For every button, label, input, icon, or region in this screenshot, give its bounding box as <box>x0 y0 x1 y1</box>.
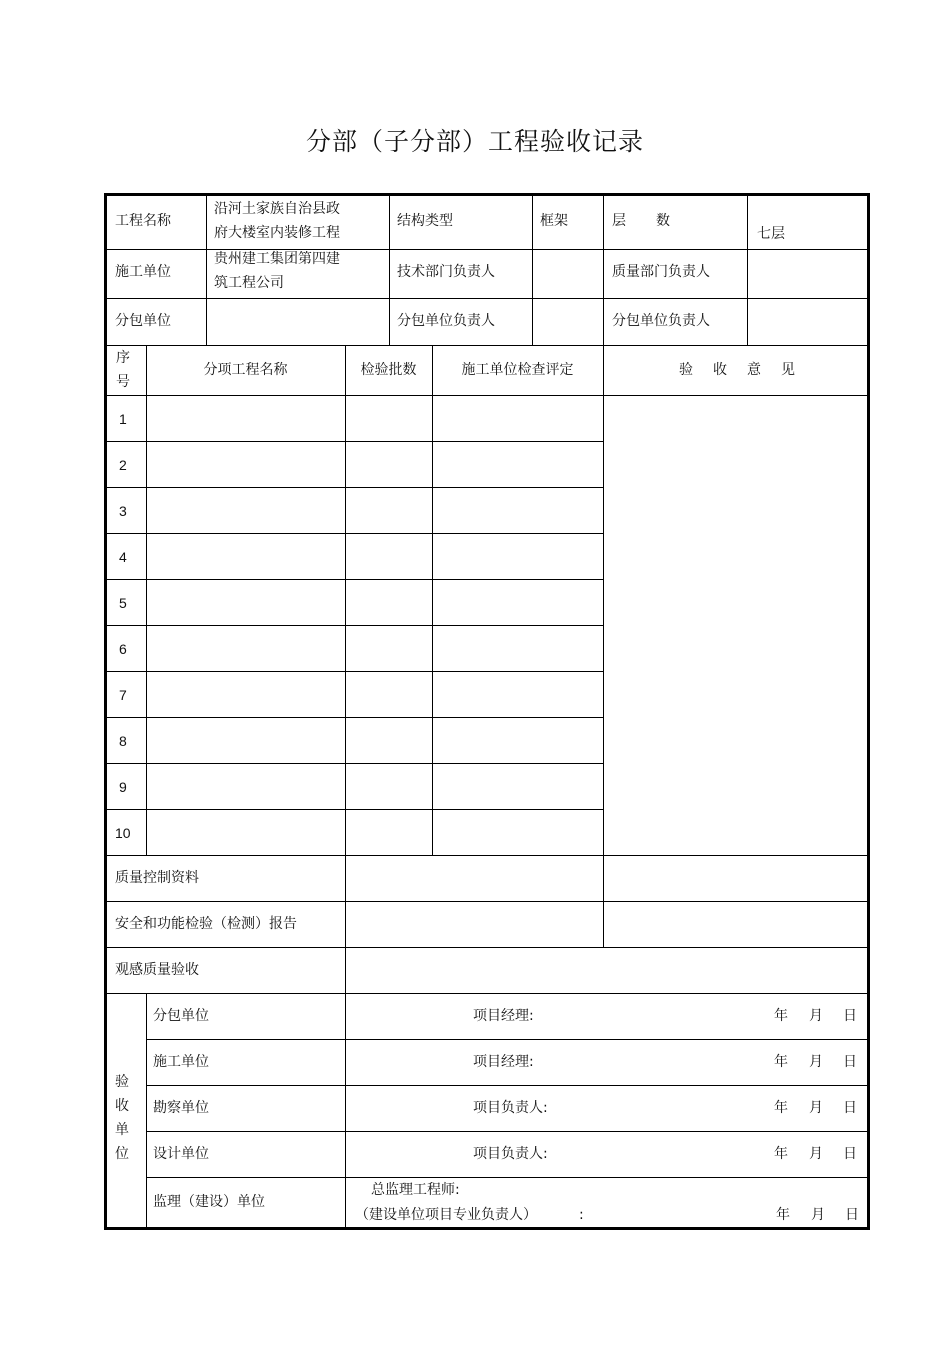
date-month: 月 <box>809 1008 823 1024</box>
subcontract-head-label: 分包单位负责人 <box>612 313 710 329</box>
construction-unit-label: 施工单位 <box>115 264 171 280</box>
safety-report-label: 安全和功能检验（检测）报告 <box>115 916 297 932</box>
row-number: 9 <box>119 779 127 795</box>
grid-line <box>603 196 604 345</box>
grid-line <box>107 345 867 346</box>
row-number: 7 <box>119 687 127 703</box>
opinion-char: 见 <box>781 362 795 378</box>
structure-type-label: 结构类型 <box>397 213 453 229</box>
grid-line <box>107 901 867 902</box>
date-year: 年 <box>774 1008 788 1024</box>
opinion-char: 意 <box>747 362 761 378</box>
grid-line <box>107 487 603 488</box>
project-name-label: 工程名称 <box>115 213 171 229</box>
acceptance-unit-side-label: 位 <box>115 1146 129 1162</box>
date-year: 年 <box>776 1207 790 1223</box>
acceptance-unit-name: 施工单位 <box>153 1054 209 1070</box>
grid-line <box>107 395 867 396</box>
quality-docs-label: 质量控制资料 <box>115 870 199 886</box>
floors-label-a: 层 <box>612 213 626 229</box>
chief-supervisor-label: 总监理工程师: <box>371 1182 460 1198</box>
subcontract-unit-label: 分包单位 <box>115 313 171 329</box>
grid-line <box>345 345 346 855</box>
date-month: 月 <box>809 1100 823 1116</box>
subcontract-head-label: 分包单位负责人 <box>397 313 495 329</box>
quality-head-label: 质量部门负责人 <box>612 264 710 280</box>
grid-line <box>107 441 603 442</box>
grid-line <box>107 298 867 299</box>
grid-line <box>107 533 603 534</box>
grid-line <box>107 855 867 856</box>
grid-line <box>747 196 748 345</box>
row-number: 8 <box>119 733 127 749</box>
tech-head-label: 技术部门负责人 <box>397 264 495 280</box>
grid-line <box>107 625 603 626</box>
grid-line <box>107 763 603 764</box>
colon: : <box>579 1207 584 1223</box>
grid-line <box>146 1177 867 1178</box>
appearance-quality-label: 观感质量验收 <box>115 962 199 978</box>
row-number: 4 <box>119 549 127 565</box>
row-number: 5 <box>119 595 127 611</box>
grid-line <box>206 298 207 345</box>
acceptance-unit-name: 勘察单位 <box>153 1100 209 1116</box>
sub-item-name-header: 分项工程名称 <box>203 362 288 378</box>
grid-line <box>146 1131 867 1132</box>
grid-line <box>146 1039 867 1040</box>
opinion-char: 验 <box>679 362 693 378</box>
document-title: 分部（子分部）工程验收记录 <box>305 127 644 156</box>
date-day: 日 <box>843 1054 857 1070</box>
row-number: 1 <box>119 411 127 427</box>
grid-line <box>345 855 346 1227</box>
grid-line <box>603 345 604 855</box>
grid-line <box>532 196 533 345</box>
acceptance-unit-name: 分包单位 <box>153 1008 209 1024</box>
acceptance-role: 项目负责人: <box>473 1100 548 1116</box>
row-number: 6 <box>119 641 127 657</box>
row-number: 2 <box>119 457 127 473</box>
grid-line <box>389 196 390 345</box>
acceptance-role: 项目经理: <box>473 1008 534 1024</box>
batch-count-header: 检验批数 <box>360 362 417 378</box>
grid-line <box>146 345 147 855</box>
structure-type-value: 框架 <box>540 213 568 229</box>
construction-unit-value: 贵州建工集团第四建 <box>214 251 340 267</box>
date-year: 年 <box>774 1054 788 1070</box>
date-month: 月 <box>811 1207 825 1223</box>
grid-line <box>432 345 433 855</box>
acceptance-unit-side-label: 收 <box>115 1098 129 1114</box>
grid-line <box>107 579 603 580</box>
floors-label-b: 数 <box>656 213 670 229</box>
grid-line <box>146 993 147 1227</box>
grid-line <box>107 947 867 948</box>
check-evaluation-header: 施工单位检查评定 <box>461 362 574 378</box>
project-name-value: 沿河土家族自治县政 <box>214 201 340 217</box>
grid-line <box>107 717 603 718</box>
construction-unit-value-cont: 筑工程公司 <box>214 275 284 291</box>
date-year: 年 <box>774 1146 788 1162</box>
date-day: 日 <box>845 1207 859 1223</box>
row-number: 10 <box>115 825 131 841</box>
date-day: 日 <box>843 1008 857 1024</box>
seq-header: 序 <box>116 350 130 366</box>
acceptance-role: 项目经理: <box>473 1054 534 1070</box>
date-day: 日 <box>843 1100 857 1116</box>
acceptance-unit-side-label: 验 <box>115 1074 129 1090</box>
grid-line <box>146 1085 867 1086</box>
grid-line <box>107 993 867 994</box>
grid-line <box>603 855 604 947</box>
supervision-unit-name: 监理（建设）单位 <box>153 1194 265 1210</box>
owner-project-head-label: （建设单位项目专业负责人） <box>355 1207 537 1223</box>
floors-value: 七层 <box>757 226 785 242</box>
grid-line <box>107 671 603 672</box>
acceptance-unit-name: 设计单位 <box>153 1146 209 1162</box>
date-year: 年 <box>774 1100 788 1116</box>
grid-line <box>107 809 603 810</box>
row-number: 3 <box>119 503 127 519</box>
date-day: 日 <box>843 1146 857 1162</box>
acceptance-role: 项目负责人: <box>473 1146 548 1162</box>
grid-line <box>206 196 207 298</box>
date-month: 月 <box>809 1054 823 1070</box>
seq-header-cont: 号 <box>116 374 130 390</box>
date-month: 月 <box>809 1146 823 1162</box>
opinion-char: 收 <box>713 362 727 378</box>
acceptance-unit-side-label: 单 <box>115 1122 129 1138</box>
acceptance-form <box>104 193 870 1230</box>
project-name-value-cont: 府大楼室内装修工程 <box>214 225 340 241</box>
